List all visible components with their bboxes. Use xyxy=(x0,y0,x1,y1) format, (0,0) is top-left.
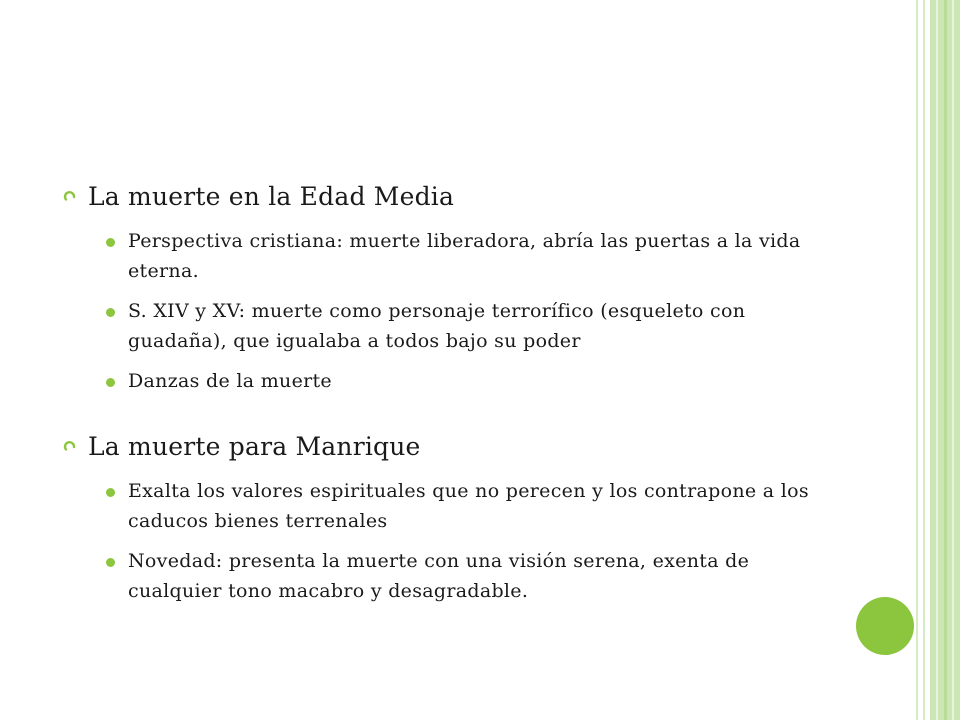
bullet-dot-icon xyxy=(106,558,115,567)
section-heading xyxy=(62,176,822,216)
loop-bullet-icon xyxy=(62,438,78,454)
bullet-dot-icon xyxy=(106,308,115,317)
list-item-text: Exalta los valores espirituales que no perecen y los contrapone a los caducos bienes terrenales xyxy=(128,480,809,532)
decorative-stripe xyxy=(936,0,938,720)
list-item xyxy=(106,366,822,396)
decorative-green-circle xyxy=(856,597,914,655)
bullet-list xyxy=(62,476,822,606)
bullet-dot-icon xyxy=(106,488,115,497)
decorative-stripe xyxy=(923,0,925,720)
decorative-stripe xyxy=(916,0,918,720)
section-heading-text: La muerte para Manrique xyxy=(88,431,421,461)
bullet-list xyxy=(62,226,822,396)
list-item-text: Novedad: presenta la muerte con una visión serena, exenta de cualquier tono macabro y desagradable. xyxy=(128,550,750,602)
list-item-text: Danzas de la muerte xyxy=(128,370,332,392)
bullet-dot-icon xyxy=(106,238,115,247)
list-item xyxy=(106,546,822,606)
list-item-text: Perspectiva cristiana: muerte liberadora, abría las puertas a la vida eterna. xyxy=(128,230,801,282)
section-heading-text: La muerte en la Edad Media xyxy=(88,181,455,211)
slide-content xyxy=(62,176,822,636)
decorative-stripe xyxy=(944,0,947,720)
section-heading xyxy=(62,426,822,466)
section-edad-media xyxy=(62,176,822,396)
list-item-text: S. XIV y XV: muerte como personaje terrorífico (esqueleto con guadaña), que igualaba a todos bajo su poder xyxy=(128,300,746,352)
list-item xyxy=(106,476,822,536)
decorative-stripe xyxy=(952,0,954,720)
bullet-dot-icon xyxy=(106,378,115,387)
list-item xyxy=(106,296,822,356)
list-item xyxy=(106,226,822,286)
section-manrique xyxy=(62,426,822,606)
loop-bullet-icon xyxy=(62,188,78,204)
